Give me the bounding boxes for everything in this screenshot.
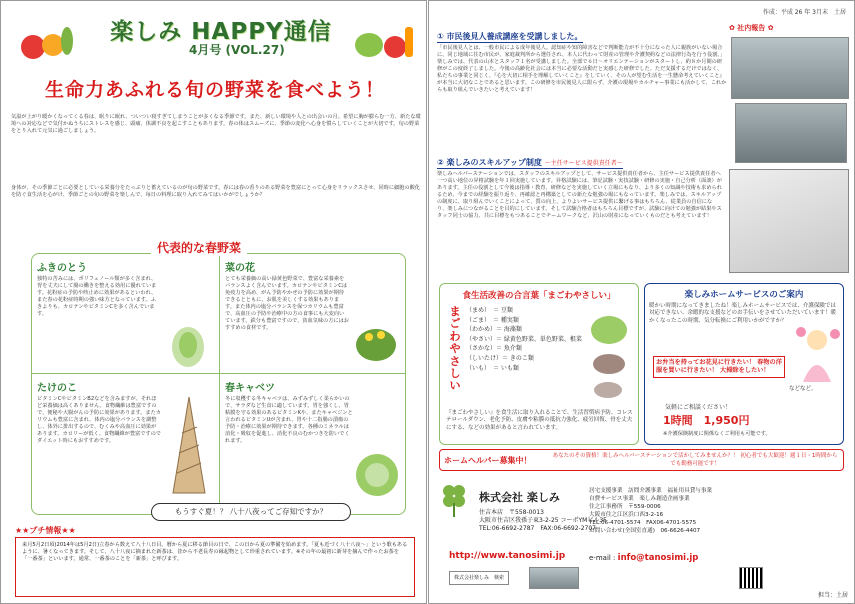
- business-line: 住之江事務所 〒559-0006: [589, 504, 661, 511]
- recruit-label: ホームヘルパー募集中！: [444, 456, 532, 465]
- veg-section-title: 代表的な春野菜: [151, 239, 247, 256]
- headline: 生命力あふれる旬の野菜を食べよう！: [44, 79, 385, 101]
- business-line: TEL:06-4701-5574 FAX06-4701-5575: [589, 520, 697, 527]
- intro-paragraph: 身体が、その季節ごとに必要としている栄養分をたっぷりと蓄えているのが旬の野菜です。春には春の香りのある野菜を豊富にとって心身をリラックスさせ、同時に細胞の酸化を防ぐ食生活を心がけ、季節ごとの旬の野菜を楽しんで、毎日の料理に取り入れてみてはいかがでしょうか？: [11, 185, 420, 198]
- website-link[interactable]: http://www.tanosimi.jp: [449, 551, 566, 561]
- veg-name: ふきのとう: [37, 263, 87, 274]
- veg-text: 独特の苦みには、ポリフェノール類が多く含まれ、胃を丈夫にして腸の働きを整える効用に優れています。花粉症の予防や咳止めに効果があるといわれ、また春の花粉症時期の強い味方となっています。ふきよりも、カロテンやビタミンCを多く含んでいます。: [37, 276, 157, 317]
- section-2-text: 楽しみヘルパーステーションでは、スタッフのスキルアップとして、サービス提供責任者から、主任サービス提供責任者へ一つ高い地位の昇格試験を年１回実施しています。昇格試験には、筆記試験・実技試験・研修の実施・自己分析（面談）があります。主任の役割として今後は指導・教育、研修などを実施していく立場にもなり、より多くの知識や技術も求められるため、今までの経験を振り返り、再確認と再構築としての新たな勉強の場にもなっています。楽しみでは、スキルアップの制度に、取り組んでいくことによって、質の向上、よりよいサービス提供に繋げる事はもちろん、従業員の自信になり、楽しみにつながることを目的にしています。そして試験合格者はもちろん目標ですが、試験に向けての勉強が結果やスタッフ同士の協力、共に目標をもつあることでチームワークなど、沢山の財産になっていくものだとも考えています！: [437, 171, 722, 219]
- takenoko-icon: [167, 393, 211, 503]
- home-service-callout: お弁当を持ってお花見に行きたい！ 春物の洋服を買いに行きたい！ 大掃除をしたい！: [653, 356, 785, 378]
- left-page: [0, 0, 427, 604]
- clover-logo-icon: [439, 479, 469, 519]
- fee: 1時間 1,950円: [663, 414, 750, 427]
- search-banner[interactable]: 株式会社楽しみ 検索: [449, 571, 509, 585]
- fee-note: ※介護保険制度に関係なくご利用も可能です。: [663, 431, 771, 437]
- qr-code-icon[interactable]: [739, 567, 763, 589]
- vegetable-decoration-icon: [353, 15, 419, 65]
- char: や: [449, 342, 461, 356]
- business-line: 居宅支援事業 訪問介護事業 福祉用具貸与事業: [589, 488, 713, 494]
- veg-name: たけのこ: [37, 383, 77, 394]
- veg-name: 春キャベツ: [225, 383, 275, 394]
- veg-card-nanohana: [225, 259, 401, 389]
- section-2-title: [437, 157, 623, 169]
- right-page: [428, 0, 855, 604]
- char: い: [449, 379, 461, 393]
- cabbage-icon: [353, 449, 401, 499]
- address-line: TEL:06-6692-2787 FAX:06-6692-2707: [479, 525, 596, 533]
- veg-text: 冬に収穫する冬キャベツは、みずみずしく柔らかいので、サラダなど生食に適しています。胃を強くし、胃粘膜を守る効果のあるビタミンKや、またキャベジンと言われるビタミンUが含まれ、胃や十二指腸の潰瘍の予防・治療に効果が期待できます。各種のミネラルは消化・吸収を促進し、消化不良のむかつきを防いでくれます。: [225, 396, 353, 444]
- email-label: e-mail :: [589, 554, 616, 562]
- list-item: （ごま） ＝ 種実類: [466, 316, 519, 324]
- home-service-intro: 暖かい時期になってきましたね！楽しみホームサービスでは、介護保険では対応できない、余暇的な支援などのお手伝いをさせていただいています！暖かくなったこの時期、気分転換にご利用いかがですか？: [649, 303, 837, 324]
- section-1-text: 「市民後見人とは、一般市民による成年後見人。認知症や知的障害などで判断能力が不十分になった人に親族がいない場合に、同じ地域に住む市民が、家庭裁判所から選任され、本人に代わって財産の管理や介護契約などの法律行為を行う役割。」楽しみでは、代表の山本とスタッフ１名が受講しました。全部で６日～オリエンテーションがスタートし、約８か月間の研修がこの度終了しました。今後の高齢化社会には本当に必要な活動だと実感した研修でした。ただ支援するだけではなく、私たちの事業と同じく、『心を大切に相手を理解していくこと』をしていく、その人が望む生活を一生懸命考えていくこと』が本当に大切なことであると思います。この研修を市民後見人に限らず、介護の現場やカルチャー事業にも活かして、これからも取り組んでいきたいと考えています！: [437, 45, 727, 93]
- magowayasashii-title: 食生活改善の合言葉「まごわやさしい」: [462, 291, 616, 301]
- char: ま: [449, 305, 461, 318]
- newsletter-title: 楽しみ HAPPY通信: [110, 19, 332, 45]
- company-address: [479, 509, 607, 534]
- section-1-title: ① 市民後見人養成講座を受講しました。: [437, 32, 583, 41]
- address-line: 大阪市住吉区我孫子東3-2-25 コーポYMビル3F: [479, 517, 607, 525]
- company-name: 株式会社 楽しみ: [479, 491, 560, 504]
- woman-illustration-icon: [793, 324, 841, 384]
- seminar-photo: [731, 37, 849, 99]
- magowayasashii-list: [466, 306, 582, 373]
- business-line: 自費サービス事業 楽しみ創造企画事業: [589, 496, 690, 503]
- char: し: [449, 367, 461, 381]
- divider: [219, 253, 220, 515]
- notice-label: ✿ 社内報告 ✿: [729, 24, 774, 32]
- staff-photo: [529, 567, 579, 589]
- veg-card-takenoko: [37, 379, 213, 509]
- list-item: （わかめ）＝ 海藻類: [466, 326, 522, 334]
- veg-card-haru-cabbage: [225, 379, 401, 509]
- seminar-photo: [735, 103, 847, 163]
- tanto-label: 担当：土居: [817, 592, 848, 599]
- exam-paper-photo: [729, 169, 849, 273]
- list-item: （まめ） ＝ 豆類: [466, 307, 513, 314]
- char: わ: [449, 329, 461, 343]
- section-2-title-text: ② 楽しみのスキルアップ制度: [437, 158, 542, 167]
- list-item: （いも） ＝ いも類: [466, 364, 519, 372]
- char: ご: [449, 317, 461, 331]
- char: さ: [449, 354, 461, 368]
- magowayasashii-chars: [448, 306, 462, 393]
- business-line: 大阪市住之江区浜口西3-2-16: [589, 512, 664, 519]
- petit-info-text: 来月5月2日頃(2014年は5月2日)立春から数えて八十八日目。暦から夏に移る節目の日で、この日から夏の準備を始めます。「夏も近づく八十八夜～」という歌もあるように、暑くなってきます。そして、八十八夜に摘まれた新茶は、昔から不老長寿の縁起物として珍重されています。※その年の最初に新芽を摘んで作ったお茶を「一番茶」といいます。通常、一番茶のことを「新茶」と呼びます。: [15, 537, 415, 597]
- section-2-subtitle: ～主任サービス提供責任者～: [544, 160, 623, 167]
- email: [589, 553, 698, 563]
- callout-tail: などなど。: [789, 386, 817, 392]
- veg-name: 菜の花: [225, 263, 255, 274]
- author-meta: 作成：平成 26 年 3月末 土居: [762, 9, 846, 16]
- business-line: お問い合わせ(全国室直通) 06-6626-4407: [589, 528, 701, 535]
- magowayasashii-box: [439, 283, 639, 445]
- petit-bubble: もうすぐ夏！？ 八十八夜ってご存知ですか？: [151, 503, 351, 521]
- recruit-message: あなたのその資格！楽しみヘルパーステーションで活かしてみませんか？！ 初心者でも大歓迎！週１日・1時間からでも勤務可能です！: [552, 453, 838, 467]
- home-service-title: 楽しみホームサービスのご案内: [684, 290, 804, 300]
- vegetable-decoration-icon: [19, 15, 79, 65]
- nanohana-icon: [353, 321, 399, 365]
- fukinoto-icon: [165, 319, 211, 369]
- list-item: （やさい）＝ 緑黄色野菜、単色野菜、根菜: [466, 335, 582, 343]
- home-service-box: [644, 283, 844, 445]
- petit-label: ★★プチ情報★★: [15, 526, 76, 535]
- address-line: 住吉本店 〒558-0013: [479, 509, 544, 516]
- veg-text: とても栄養価の高い緑黄色野菜で、豊富な栄養素をバランスよく含んでいます。カロテンやビタミンCは免疫力を高め、がん予防やかぜの予防に効果が期待できるとともに、お肌を美しくする効果もあります。また体内の塩分バランスを保つカリウムも豊富で、高血圧の予防や治療中の方の食事にも大変向いています。鉄分も豊富ですので、貧血気味の方にはおすすめの食材です。: [225, 276, 349, 331]
- list-item: （さかな）＝ 魚介類: [466, 345, 522, 353]
- recruit-banner: [439, 449, 844, 471]
- issue-label: 4月号 (VOL.27): [189, 43, 285, 57]
- food-icon: [584, 312, 634, 402]
- veg-card-fukinoto: [37, 259, 213, 389]
- intro-paragraph: 気温が上がり暖かくなってくる春は、眠りに眠れ、ついつい寝すぎてしまうことが多くなる季節です。また、新しい環境や人との出会いの月。希望に胸が膨らむ一方、新たな環境への対応などで気付かぬうちにストレスを感じ、頭痛、体調不良を起こすこともあります。春の体はスムーズに、季節の変化へ心身を慣らしていくことが大切です。旬の野菜をとり入れて元気に過ごしましょう。: [11, 114, 421, 134]
- company-business: [589, 487, 712, 536]
- email-link[interactable]: info@tanosimi.jp: [617, 553, 699, 563]
- magowayasashii-note: 『まごわやさしい』を食生活に取り入れることで、生活習慣病予防、コレステロールダウン、老化予防、皮膚や粘膜の抵抗力強化、疲労回復、骨を丈夫にする、などの効果があると言われています。: [446, 410, 633, 431]
- veg-text: ビタミンCやビタミンB2などを含みますが、それほど栄養価は高くありません。食物繊維は豊富ですので、便秘や大腸がんの予防に効果があります。またカリウムも豊富に含まれ、体内の塩分バランスを調整し、体外に排出するので、むくみや高血圧に効果があります。カロリーが低く、食物繊維が豊富ですのでダイエット時にもおすすめです。: [37, 396, 161, 444]
- list-item: （しいたけ）＝ きのこ類: [466, 354, 534, 362]
- consult-text: 気軽にご相談ください！: [665, 404, 732, 411]
- company-info: [439, 479, 844, 591]
